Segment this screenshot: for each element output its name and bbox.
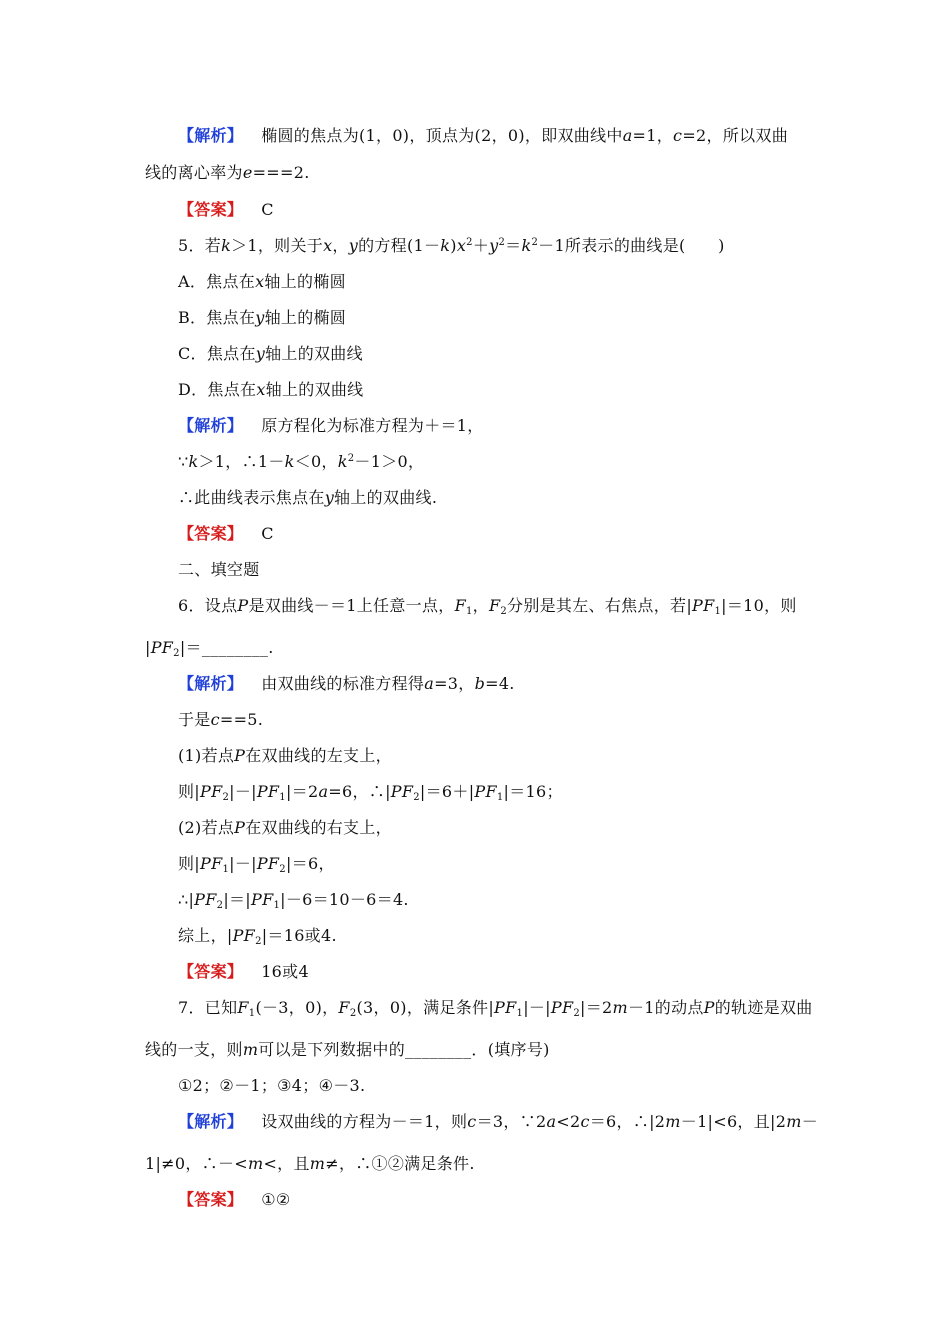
q6-analysis-line-4: 则$|PF_2|-|PF_1|=2a=6$，$\therefore|PF_2|=6+|PF_1|=16$； (178, 782, 563, 803)
q5-answer: C (261, 524, 274, 543)
answer-tag: 【答案】 (178, 200, 244, 219)
q5-answer-line (178, 523, 274, 545)
analysis-tag: 【解析】 (178, 1112, 244, 1131)
q6-analysis-line-7: $\therefore|PF_2|=|PF_1|-6=10-6=4$. (178, 890, 409, 911)
q4-answer-line (178, 199, 274, 221)
analysis-tag: 【解析】 (178, 126, 244, 145)
q5-option-c: C．焦点在y轴上的双曲线 (178, 344, 363, 363)
q6-analysis-line-5: (2)若点P在双曲线的右支上， (178, 818, 392, 837)
section-heading: 二、填空题 (178, 560, 260, 579)
analysis-tag: 【解析】 (178, 674, 244, 693)
q6-stem: 6．设点P是双曲线－＝1上任意一点，$F_1$，$F_2$分别是其左、右焦点，若$|PF_1|=10$，则 (178, 596, 797, 617)
q6-analysis-line-1: 【解析】 由双曲线的标准方程得a=3，b=4. (178, 674, 515, 693)
answer-tag: 【答案】 (178, 1190, 244, 1209)
q6-analysis-line-8: 综上，$|PF_2|=16$或4. (178, 926, 337, 947)
answer-tag: 【答案】 (178, 962, 244, 981)
analysis-tag: 【解析】 (178, 416, 244, 435)
q6-analysis-line-3: (1)若点P在双曲线的左支上， (178, 746, 392, 765)
q7-analysis-line-1: 【解析】 设双曲线的方程为－＝1，则c＝3，∵2a<2c＝6，∴|2m－1|<6，且|2m－ (178, 1112, 819, 1131)
q7-answer: ①② (261, 1190, 291, 1209)
q4-analysis-line-1: 【解析】 椭圆的焦点为(1，0)，顶点为(2，0)，即双曲线中a=1，c=2，所以双曲 (178, 126, 788, 145)
q7-answer-line (178, 1189, 291, 1211)
q5-analysis-line-2: ∵k＞1，∴1－k＜0，$k^2-1>0$， (178, 452, 425, 471)
q7-stem: 7．已知$F_1(-3$，0)，$F_2(3$，0)，满足条件$|PF_1|-|PF_2|=2m-1$的动点P的轨迹是双曲 (178, 998, 813, 1019)
q6-stem-line-2: $|PF_2|=\_\_\_\_\_\_\_\_$. (145, 638, 274, 659)
q5-stem: 5．若k＞1，则关于x，y的方程$(1-k)x^2+y^2=k^2-1$所表示的曲线是( ) (178, 236, 725, 255)
q5-option-b: B．焦点在y轴上的椭圆 (178, 308, 347, 327)
q6-analysis-line-2: 于是c==5. (178, 710, 264, 729)
q7-analysis-line-2: 1|≠0，∴－<m<，且m≠，∴①②满足条件. (145, 1154, 475, 1173)
q5-analysis-line-3: ∴此曲线表示焦点在y轴上的双曲线. (178, 488, 438, 507)
q4-answer: C (261, 200, 274, 219)
q7-stem-line-2: 线的一支，则m可以是下列数据中的________．(填序号) (145, 1040, 550, 1059)
q6-answer-line (178, 961, 309, 983)
answer-tag: 【答案】 (178, 524, 244, 543)
q6-analysis-line-6: 则$|PF_1|-|PF_2|=6$， (178, 854, 335, 875)
q5-analysis-line-1: 【解析】 原方程化为标准方程为＋＝1， (178, 416, 484, 435)
q7-options: ①2；②－1；③4；④－3. (178, 1076, 366, 1095)
q5-option-d: D．焦点在x轴上的双曲线 (178, 380, 364, 399)
q5-option-a: A．焦点在x轴上的椭圆 (178, 272, 346, 291)
q6-answer: 16或4 (261, 962, 309, 981)
q4-analysis-line-2: 线的离心率为e===2. (145, 163, 310, 182)
